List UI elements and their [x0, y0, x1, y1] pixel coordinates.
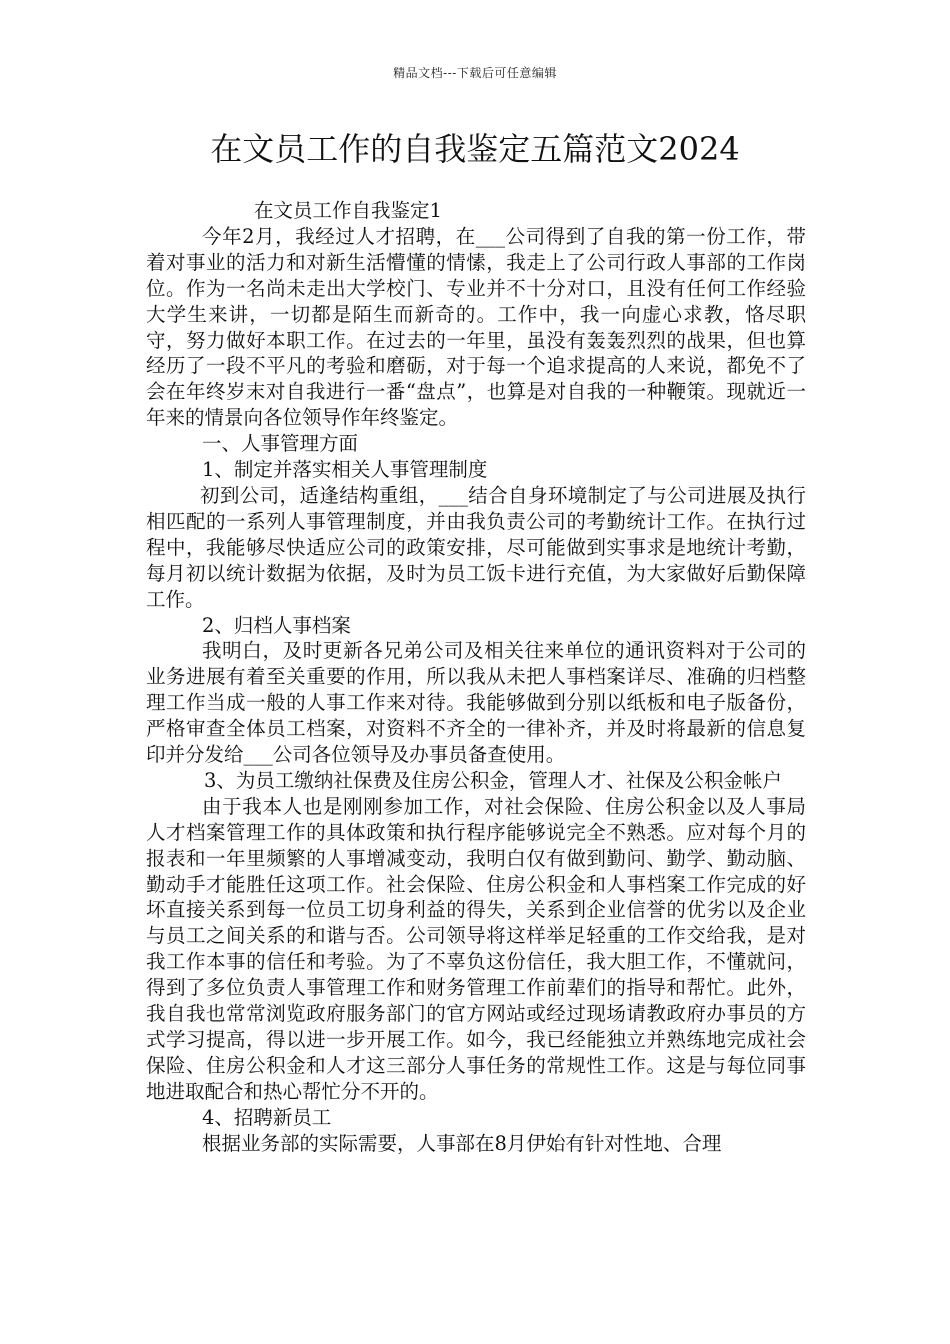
paragraph-social-insurance: 由于我本人也是刚刚参加工作，对社会保险、住房公积金以及人事局人才档案管理工作的具体政策和执行程序能够说完全不熟悉。应对每个月的报表和一年里频繁的人事增减变动，我明白仅有做到勤问、勤学、勤动脑、勤动手才能胜任这项工作。社会保险、住房公积金和人事档案工作完成的好坏直接关系到每一位员工切身利益的得失，关系到企业信誉的优劣以及企业与员工之间关系的和谐与否。公司领导将这样举足轻重的工作交给我，是对我工作本事的信任和考验。为了不辜负这份信任，我大胆工作，不懂就问，得到了多位负责人事管理工作和财务管理工作前辈们的指导和帮忙。此外，我自我也常常浏览政府服务部门的官方网站或经过现场请教政府办事员的方式学习提高，得以进一步开展工作。如今，我已经能独立并熟练地完成社会保险、住房公积金和人才这三部分人事任务的常规性工作。这是与每位同事地进取配合和热心帮忙分不开的。 [146, 794, 806, 1103]
paragraph-recruitment: 根据业务部的实际需要，人事部在8月伊始有针对性地、合理 [202, 1131, 722, 1155]
heading-recruitment: 4、招聘新员工 [202, 1105, 332, 1129]
document-title: 在文员工作的自我鉴定五篇范文2024 [210, 130, 740, 168]
heading-rules: 1、制定并落实相关人事管理制度 [202, 458, 488, 482]
intro-paragraph: 今年2月，我经过人才招聘，在___公司得到了自我的第一份工作，带着对事业的活力和对新生活懵懂的情愫，我走上了公司行政人事部的工作岗位。作为一名尚未走出大学校门、专业并不十分对口，且没有任何工作经验大学生来讲，一切都是陌生而新奇的。工作中，我一向虚心求教，恪尽职守，努力做好本职工作。在过去的一年里，虽没有轰轰烈烈的战果，但也算经历了一段不平凡的考验和磨砺，对于每一个追求提高的人来说，都免不了会在年终岁末对自我进行一番“盘点”，也算是对自我的一种鞭策。现就近一年来的情景向各位领导作年终鉴定。 [146, 224, 806, 430]
heading-personnel-management: 一、人事管理方面 [202, 432, 359, 456]
paragraph-rules: 初到公司，适逢结构重组，___结合自身环境制定了与公司进展及执行相匹配的一系列人事管理制度，并由我负责公司的考勤统计工作。在执行过程中，我能够尽快适应公司的政策安排，尽可能做到实事求是地统计考勤，每月初以统计数据为依据，及时为员工饭卡进行充值，为大家做好后勤保障工作。 [146, 483, 806, 611]
paragraph-archives: 我明白，及时更新各兄弟公司及相关往来单位的通讯资料对于公司的业务进展有着至关重要的作用，所以我从未把人事档案详尽、准确的归档整理工作当成一般的人事工作来对待。我能够做到分别以纸板和电子版备份，严格审查全体员工档案，对资料不齐全的一律补齐，并及时将最新的信息复印并分发给___公司各位领导及办事员备查使用。 [146, 639, 806, 767]
heading-social-insurance: 3、为员工缴纳社保费及住房公积金，管理人才、社保及公积金帐户 [204, 768, 782, 792]
page-header-note: 精品文档---下载后可任意编辑 [393, 66, 557, 80]
section-title: 在文员工作自我鉴定1 [254, 199, 442, 222]
heading-archives: 2、归档人事档案 [202, 613, 351, 637]
document-body [146, 198, 806, 1157]
